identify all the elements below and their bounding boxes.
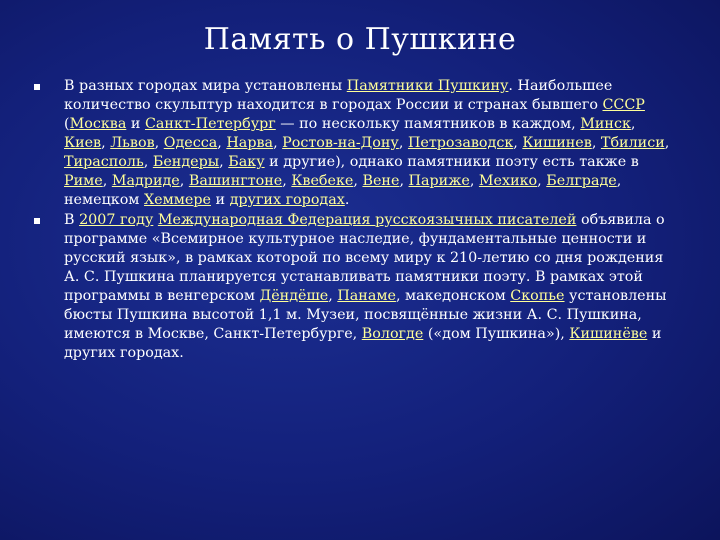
text-segment: ,: [217, 135, 227, 151]
hyperlink[interactable]: Вашингтоне: [188, 173, 283, 189]
hyperlink[interactable]: Бендеры: [152, 154, 220, 170]
text-segment: ,: [328, 288, 338, 304]
hyperlink[interactable]: Хеммере: [143, 192, 211, 208]
text-segment: (: [64, 116, 70, 132]
hyperlink[interactable]: Мадриде: [111, 173, 180, 189]
text-segment: ,: [143, 154, 153, 170]
hyperlink[interactable]: Киев: [64, 135, 102, 151]
hyperlink[interactable]: других городах: [229, 192, 345, 208]
hyperlink[interactable]: Скопье: [510, 288, 565, 304]
text-segment: ,: [273, 135, 283, 151]
hyperlink[interactable]: Тирасполь: [64, 154, 144, 170]
hyperlink[interactable]: Одесса: [163, 135, 218, 151]
bullet-list: [34, 77, 674, 364]
hyperlink[interactable]: Санкт-Петербург: [144, 116, 276, 132]
text-segment: ,: [353, 173, 363, 189]
hyperlink[interactable]: Дёндёше: [259, 288, 329, 304]
text-segment: ,: [282, 173, 292, 189]
text-segment: и другие), однако памятники поэту есть также в: [264, 154, 639, 170]
text-segment: ,: [399, 173, 409, 189]
text-segment: и: [210, 192, 230, 208]
text-segment: ,: [664, 135, 670, 151]
square-bullet-icon: [34, 84, 40, 90]
hyperlink[interactable]: Минск: [580, 116, 631, 132]
hyperlink[interactable]: Париже: [408, 173, 470, 189]
hyperlink[interactable]: Нарва: [226, 135, 274, 151]
text-segment: ,: [398, 135, 408, 151]
text-segment: В: [64, 212, 80, 228]
hyperlink[interactable]: Риме: [64, 173, 103, 189]
hyperlink[interactable]: 2007 году: [79, 212, 154, 228]
text-segment: («дом Пушкина»),: [423, 326, 570, 342]
hyperlink[interactable]: СССР: [602, 97, 645, 113]
hyperlink[interactable]: Мехико: [478, 173, 538, 189]
hyperlink[interactable]: Памятники Пушкину: [346, 78, 509, 94]
text-segment: ,: [102, 173, 112, 189]
hyperlink[interactable]: Львов: [110, 135, 155, 151]
bullet-item: [34, 77, 674, 210]
hyperlink[interactable]: Кишинёве: [569, 326, 648, 342]
hyperlink[interactable]: Панаме: [337, 288, 396, 304]
text-segment: — по нескольку памятников в каждом,: [275, 116, 581, 132]
text-segment: , немецком: [64, 173, 622, 208]
hyperlink[interactable]: Баку: [228, 154, 265, 170]
text-segment: .: [344, 192, 350, 208]
hyperlink[interactable]: Вене: [362, 173, 400, 189]
hyperlink[interactable]: Тбилиси: [600, 135, 665, 151]
hyperlink[interactable]: Квебеке: [291, 173, 354, 189]
hyperlink[interactable]: Ростов-на-Дону: [282, 135, 399, 151]
square-bullet-icon: [34, 218, 40, 224]
hyperlink[interactable]: Вологде: [361, 326, 424, 342]
text-segment: ,: [591, 135, 601, 151]
hyperlink[interactable]: Белграде: [546, 173, 617, 189]
text-segment: объявила о программе «Всемирное культурное наследие, фундаментальные ценности и русский язык», в рамках которой по всему миру к 210-летию со дня рождения А. С. Пушкина планируется устанавливать памятники поэту. В рамках этой программы в венгерском: [64, 212, 665, 304]
hyperlink[interactable]: Кишинев: [522, 135, 592, 151]
text-segment: ,: [537, 173, 547, 189]
text-segment: , македонском: [395, 288, 511, 304]
text-segment: и других городах.: [64, 326, 662, 361]
text-segment: . Наибольшее количество скульптур находится в городах России и странах бывшего: [64, 78, 613, 113]
text-segment: ,: [219, 154, 229, 170]
hyperlink[interactable]: Москва: [69, 116, 127, 132]
text-segment: ,: [469, 173, 479, 189]
text-segment: ,: [630, 116, 636, 132]
bullet-item: [34, 211, 674, 363]
text-segment: ,: [513, 135, 523, 151]
text-segment: В разных городах мира установлены: [64, 78, 347, 94]
text-segment: и: [126, 116, 145, 132]
text-segment: ,: [101, 135, 111, 151]
hyperlink[interactable]: Международная Федерация русскоязычных писателей: [157, 212, 577, 228]
text-segment: ,: [179, 173, 189, 189]
text-segment: ,: [154, 135, 164, 151]
slide-title: Память о Пушкине: [203, 22, 517, 57]
hyperlink[interactable]: Петрозаводск: [407, 135, 514, 151]
text-segment: установлены бюсты Пушкина высотой 1,1 м. Музеи, посвящённые жизни А. С. Пушкина, имеются в Москве, Санкт-Петербурге,: [64, 288, 667, 342]
